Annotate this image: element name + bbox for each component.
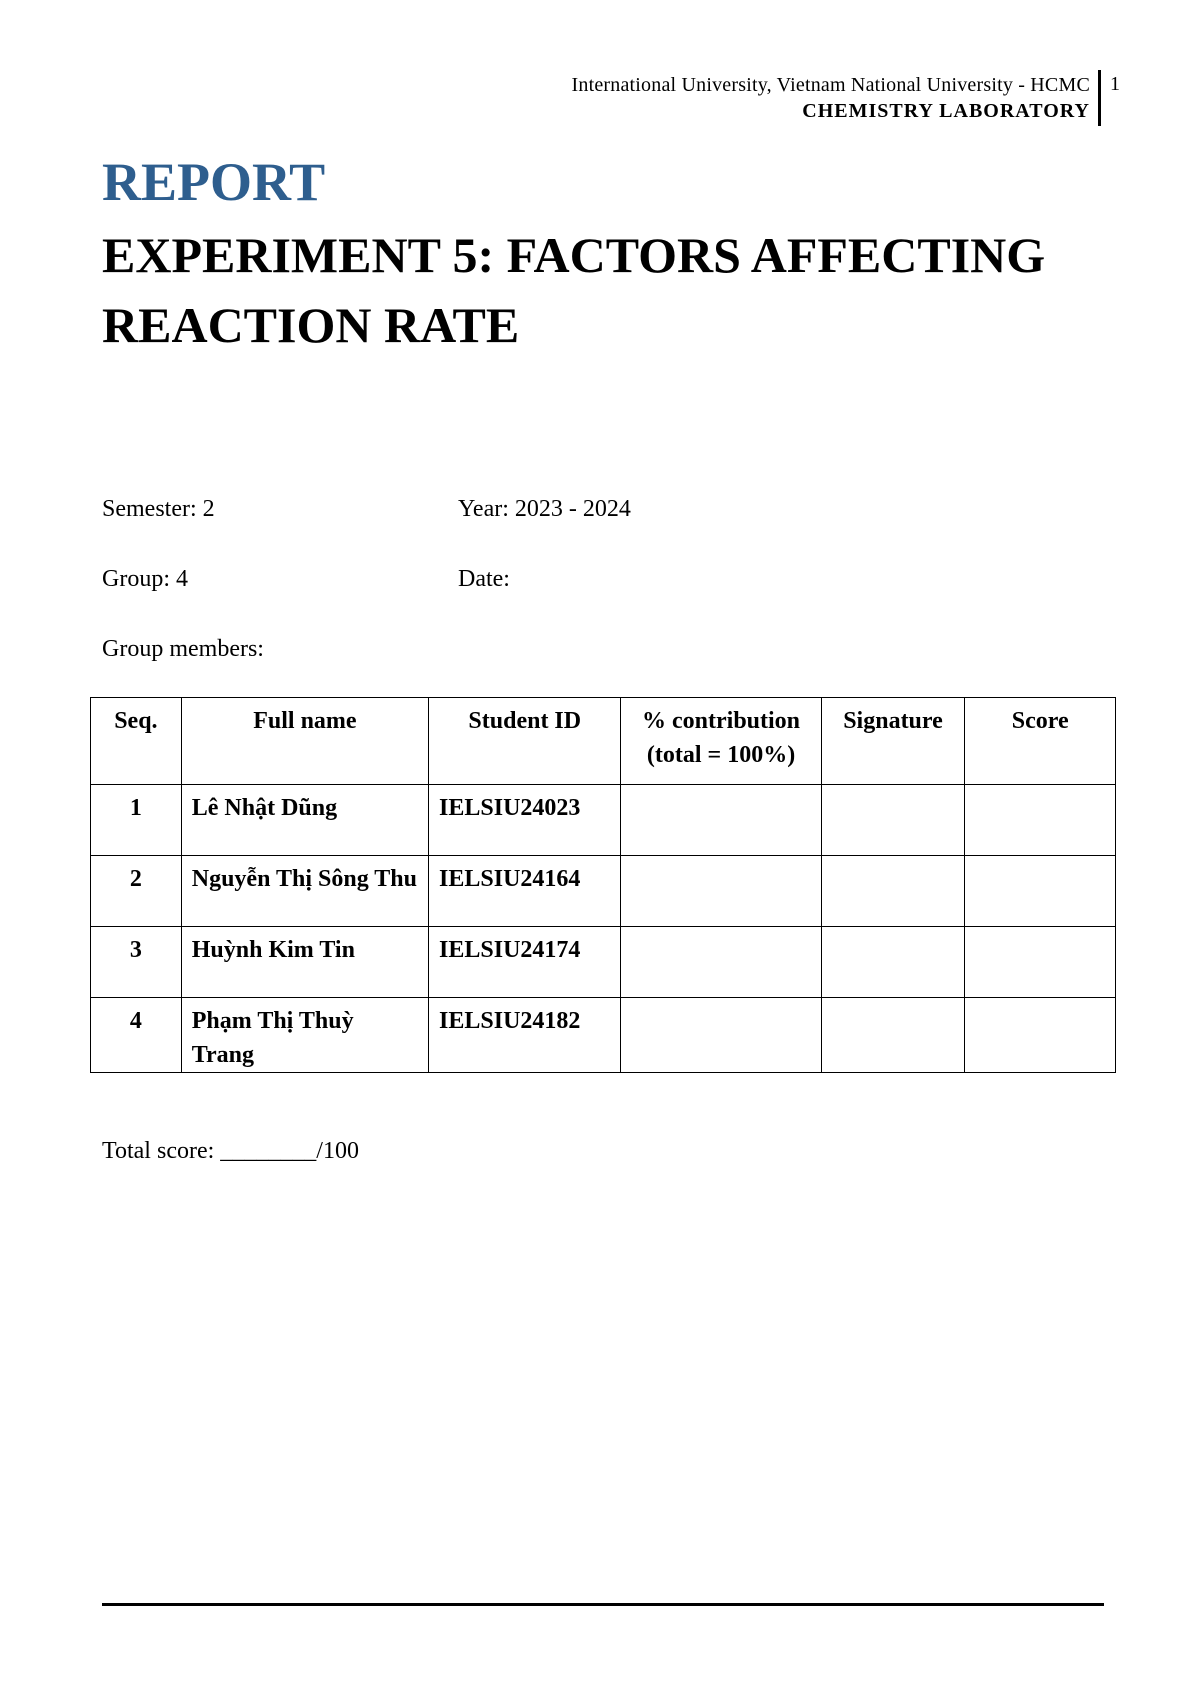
header-lab-name: CHEMISTRY LABORATORY [802,100,1090,122]
year-field: Year: 2023 - 2024 [458,496,631,522]
group-members-table [90,697,1116,1073]
row-signature [821,927,965,998]
total-score-line: Total score: ________/100 [102,1138,359,1164]
running-header [572,72,1090,124]
page-number: 1 [1110,73,1120,95]
row-score [965,785,1116,856]
row-signature [821,998,965,1073]
table-row [91,927,1116,998]
row-full-name: Lê Nhật Dũng [181,785,428,856]
group-date-row [102,564,510,594]
row-student-id: IELSIU24164 [429,856,621,927]
semester-field: Semester: 2 [102,496,215,522]
table-row [91,785,1116,856]
header-full-name: Full name [181,698,428,785]
row-score [965,856,1116,927]
experiment-title: EXPERIMENT 5: FACTORS AFFECTING REACTION RATE [102,227,1046,353]
group-members-label: Group members: [102,636,264,662]
header-seq: Seq. [91,698,182,785]
row-score [965,927,1116,998]
row-seq: 3 [91,927,182,998]
header-student-id: Student ID [429,698,621,785]
row-signature [821,856,965,927]
row-seq: 4 [91,998,182,1073]
header-signature: Signature [821,698,965,785]
row-contribution [621,856,821,927]
group-field: Group: 4 [102,566,188,592]
row-seq: 2 [91,856,182,927]
header-contribution: % contribution (total = 100%) [621,698,821,785]
header-score: Score [965,698,1116,785]
table-row [91,998,1116,1073]
footer-divider [102,1603,1104,1606]
header-institution: International University, Vietnam National University - HCMC [571,74,1090,96]
row-score [965,998,1116,1073]
row-contribution [621,785,821,856]
table-row [91,856,1116,927]
row-contribution [621,927,821,998]
header-divider [1098,70,1101,126]
row-full-name: Nguyễn Thị Sông Thu [181,856,428,927]
row-contribution [621,998,821,1073]
row-student-id: IELSIU24023 [429,785,621,856]
row-full-name: Huỳnh Kim Tin [181,927,428,998]
row-signature [821,785,965,856]
date-field: Date: [458,566,510,592]
report-title: REPORT [102,152,326,212]
row-student-id: IELSIU24182 [429,998,621,1073]
row-full-name: Phạm Thị Thuỳ Trang [181,998,428,1073]
row-student-id: IELSIU24174 [429,927,621,998]
semester-year-row [102,494,631,524]
table-header-row [91,698,1116,785]
row-seq: 1 [91,785,182,856]
